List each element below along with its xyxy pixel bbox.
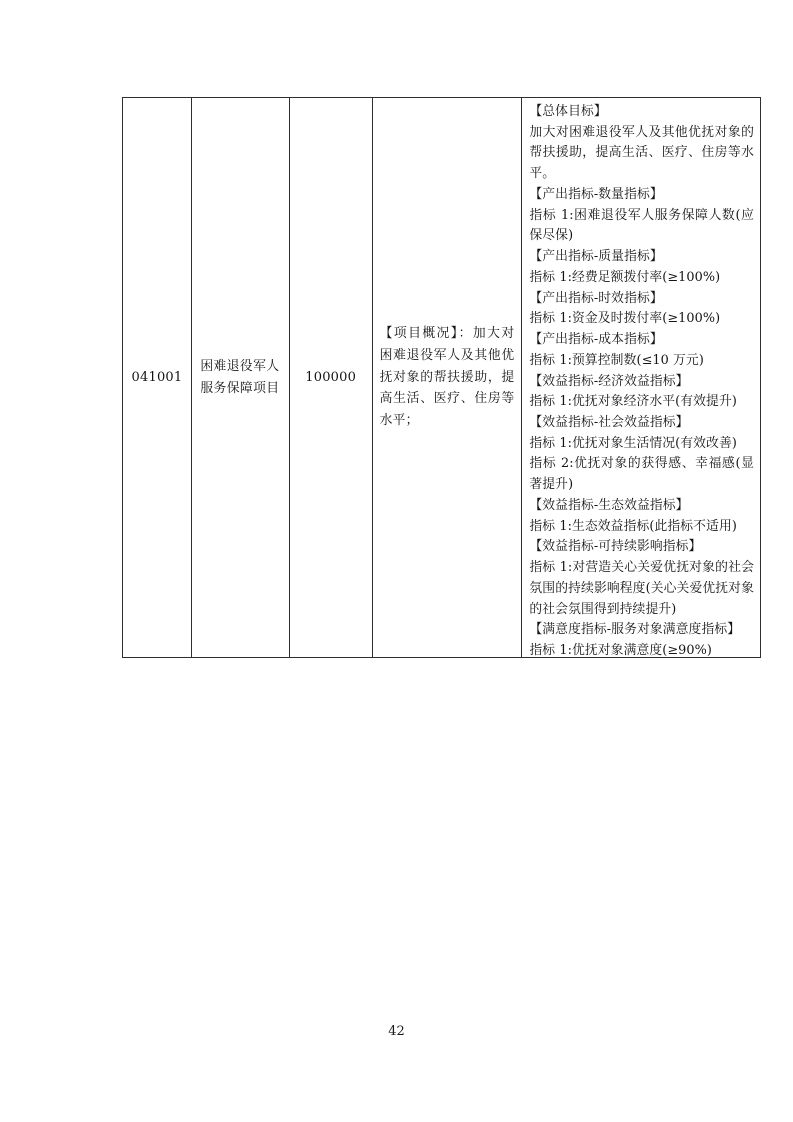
indicator-line: 【效益指标-社会效益指标】 (529, 415, 689, 431)
indicator-line: 指标 1:优抚对象经济水平(有效提升) (529, 394, 737, 410)
indicator-line: 指标 1:经费足额拨付率(≥100%) (529, 269, 721, 285)
project-amount: 100000 (305, 370, 357, 385)
indicator-line: 【效益指标-经济效益指标】 (529, 373, 689, 389)
project-code: 041001 (131, 370, 183, 385)
project-performance-table (122, 97, 761, 658)
indicator-line: 加大对困难退役军人及其他优抚对象的帮扶援助，提高生活、医疗、住房等水平。 (529, 124, 754, 182)
indicator-line: 指标 1:优抚对象满意度(≥90%) (529, 643, 713, 659)
indicator-line: 【产出指标-成本指标】 (529, 332, 663, 348)
indicator-line: 指标 1:困难退役军人服务保障人数(应保尽保) (529, 207, 754, 244)
indicator-line: 【产出指标-时效指标】 (529, 290, 663, 306)
indicator-line: 指标 1:优抚对象生活情况(有效改善) (529, 435, 737, 451)
project-indicators-cell (522, 98, 760, 657)
indicator-line: 【满意度指标-服务对象满意度指标】 (529, 622, 741, 638)
indicator-line: 【总体目标】 (529, 104, 607, 119)
page-number: 42 (388, 1024, 405, 1039)
indicator-line: 指标 2:优抚对象的获得感、幸福感(显著提升) (529, 456, 754, 493)
indicator-line: 指标 1:资金及时拨付率(≥100%) (529, 311, 721, 327)
indicator-line: 指标 1:对营造关心关爱优抚对象的社会氛围的持续影响程度(关心关爱优抚对象的社会氛围得到持续提升) (529, 560, 754, 617)
indicator-line: 【效益指标-生态效益指标】 (529, 497, 689, 513)
indicator-line: 【产出指标-质量指标】 (529, 249, 663, 265)
project-name: 困难退役军人服务保障项目 (200, 358, 280, 396)
project-overview: 【项目概况】：加大对困难退役军人及其他优抚对象的帮扶援助，提高生活、医疗、住房等水平； (379, 326, 515, 429)
indicator-line: 【效益指标-可持续影响指标】 (529, 539, 702, 555)
project-code-cell (123, 98, 192, 657)
indicator-line: 指标 1:预算控制数(≤10 万元) (529, 352, 704, 368)
project-overview-cell (373, 98, 523, 657)
project-name-cell (192, 98, 290, 657)
indicator-line: 【产出指标-数量指标】 (529, 186, 663, 202)
project-amount-cell (290, 98, 373, 657)
indicator-line: 指标 1:生态效益指标(此指标不适用) (529, 518, 737, 534)
